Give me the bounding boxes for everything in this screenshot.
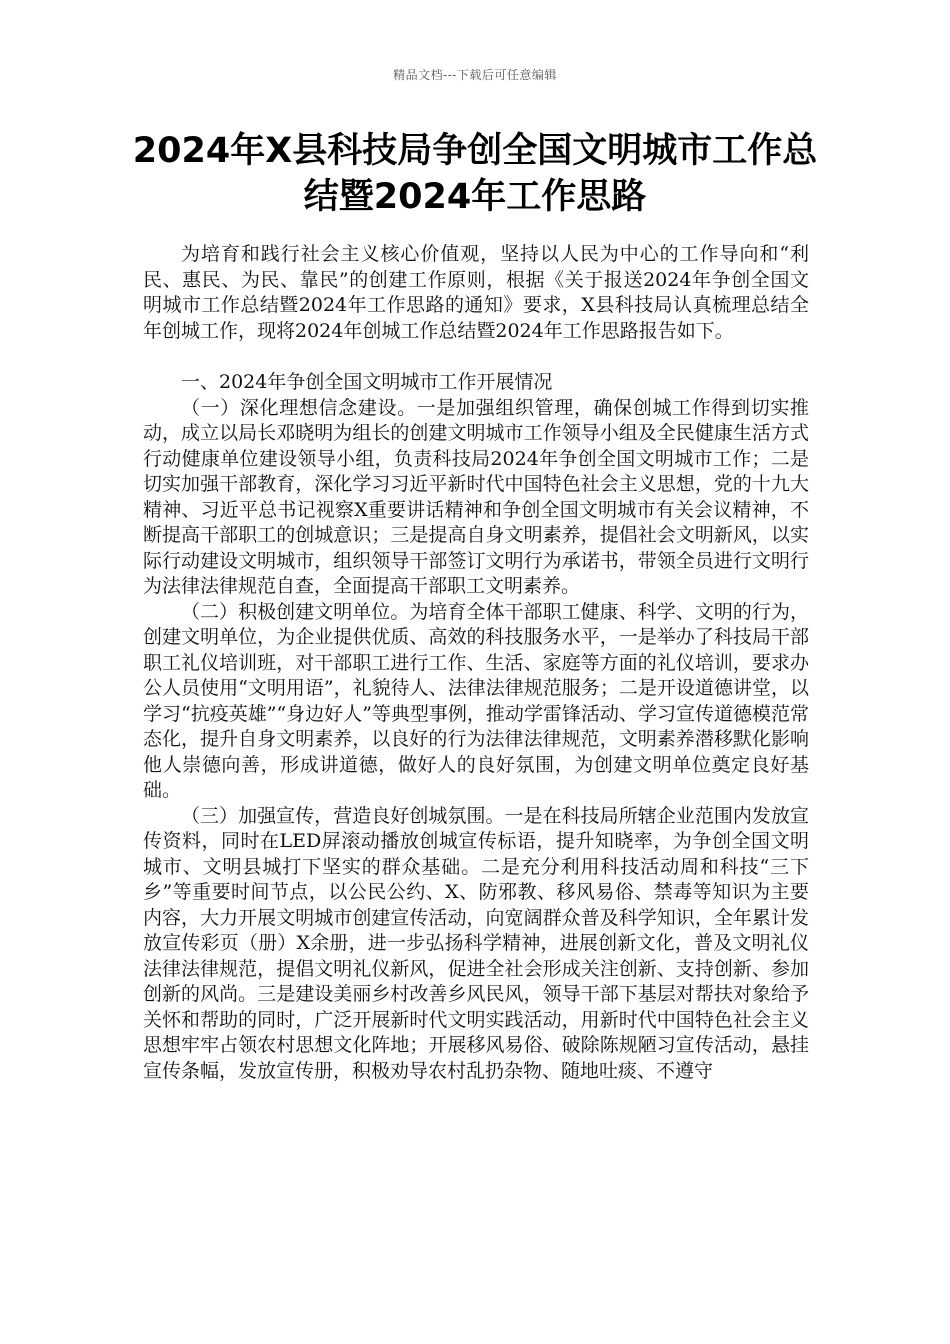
document-title: 2024年X县科技局争创全国文明城市工作总结暨2024年工作思路 [132, 131, 818, 217]
intro-paragraph: 为培育和践行社会主义核心价值观，坚持以人民为中心的工作导向和“利民、惠民、为民、靠民”的创建工作原则，根据《关于报送2024年争创全国文明城市工作总结暨2024年工作思路的通知》要求，X县科技局认真梳理总结全年创城工作，现将2024年创城工作总结暨2024年工作思路报告如下。 [143, 243, 809, 342]
paragraph-gap [143, 344, 809, 370]
document-body [143, 242, 809, 1084]
section-item-2: （二）积极创建文明单位。为培育全体干部职工健康、科学、文明的行为，创建文明单位，为企业提供优质、高效的科技服务水平，一是举办了科技局干部职工礼仪培训班，对干部职工进行工作、生活、家庭等方面的礼仪培训，要求办公人员使用“文明用语”，礼貌待人、法律法律规范服务；二是开设道德讲堂，以学习“抗疫英雄”“身边好人”等典型事例，推动学雷锋活动、学习宣传道德模范常态化，提升自身文明素养，以良好的行为法律法律规范，文明素养潜移默化影响他人崇德向善，形成讲道德，做好人的良好氛围，为创建文明单位奠定良好基础。 [143, 600, 809, 801]
section-heading: 一、2024年争创全国文明城市工作开展情况 [181, 371, 553, 393]
section-item-1: （一）深化理想信念建设。一是加强组织管理，确保创城工作得到切实推动，成立以局长邓晓明为组长的创建文明城市工作领导小组及全民健康生活方式行动健康单位建设领导小组，负责科技局2024年争创全国文明城市工作；二是切实加强干部教育，深化学习习近平新时代中国特色社会主义思想，党的十九大精神、习近平总书记视察X重要讲话精神和争创全国文明城市有关会议精神，不断提高干部职工的创城意识；三是提高自身文明素养，提倡社会文明新风，以实际行动建设文明城市，组织领导干部签订文明行为承诺书，带领全员进行文明行为法律法律规范自查，全面提高干部职工文明素养。 [143, 396, 809, 597]
section-item-3: （三）加强宣传，营造良好创城氛围。一是在科技局所辖企业范围内发放宣传资料，同时在LED屏滚动播放创城宣传标语，提升知晓率，为争创全国文明城市、文明县城打下坚实的群众基础。二是充分利用科技活动周和科技“三下乡”等重要时间节点，以公民公约、X、防邪教、移风易俗、禁毒等知识为主要内容，大力开展文明城市创建宣传活动，向宽阔群众普及科学知识，全年累计发放宣传彩页（册）X余册，进一步弘扬科学精神，进展创新文化，普及文明礼仪法律法律规范，提倡文明礼仪新风，促进全社会形成关注创新、支持创新、参加创新的风尚。三是建设美丽乡村改善乡风民风，领导干部下基层对帮扶对象给予关怀和帮助的同时，广泛开展新时代文明实践活动，用新时代中国特色社会主义思想牢牢占领农村思想文化阵地；开展移风易俗、破除陈规陋习宣传活动，悬挂宣传条幅，发放宣传册，积极劝导农村乱扔杂物、随地吐痰、不遵守 [143, 804, 809, 1082]
header-note: 精品文档---下载后可任意编辑 [393, 68, 557, 82]
